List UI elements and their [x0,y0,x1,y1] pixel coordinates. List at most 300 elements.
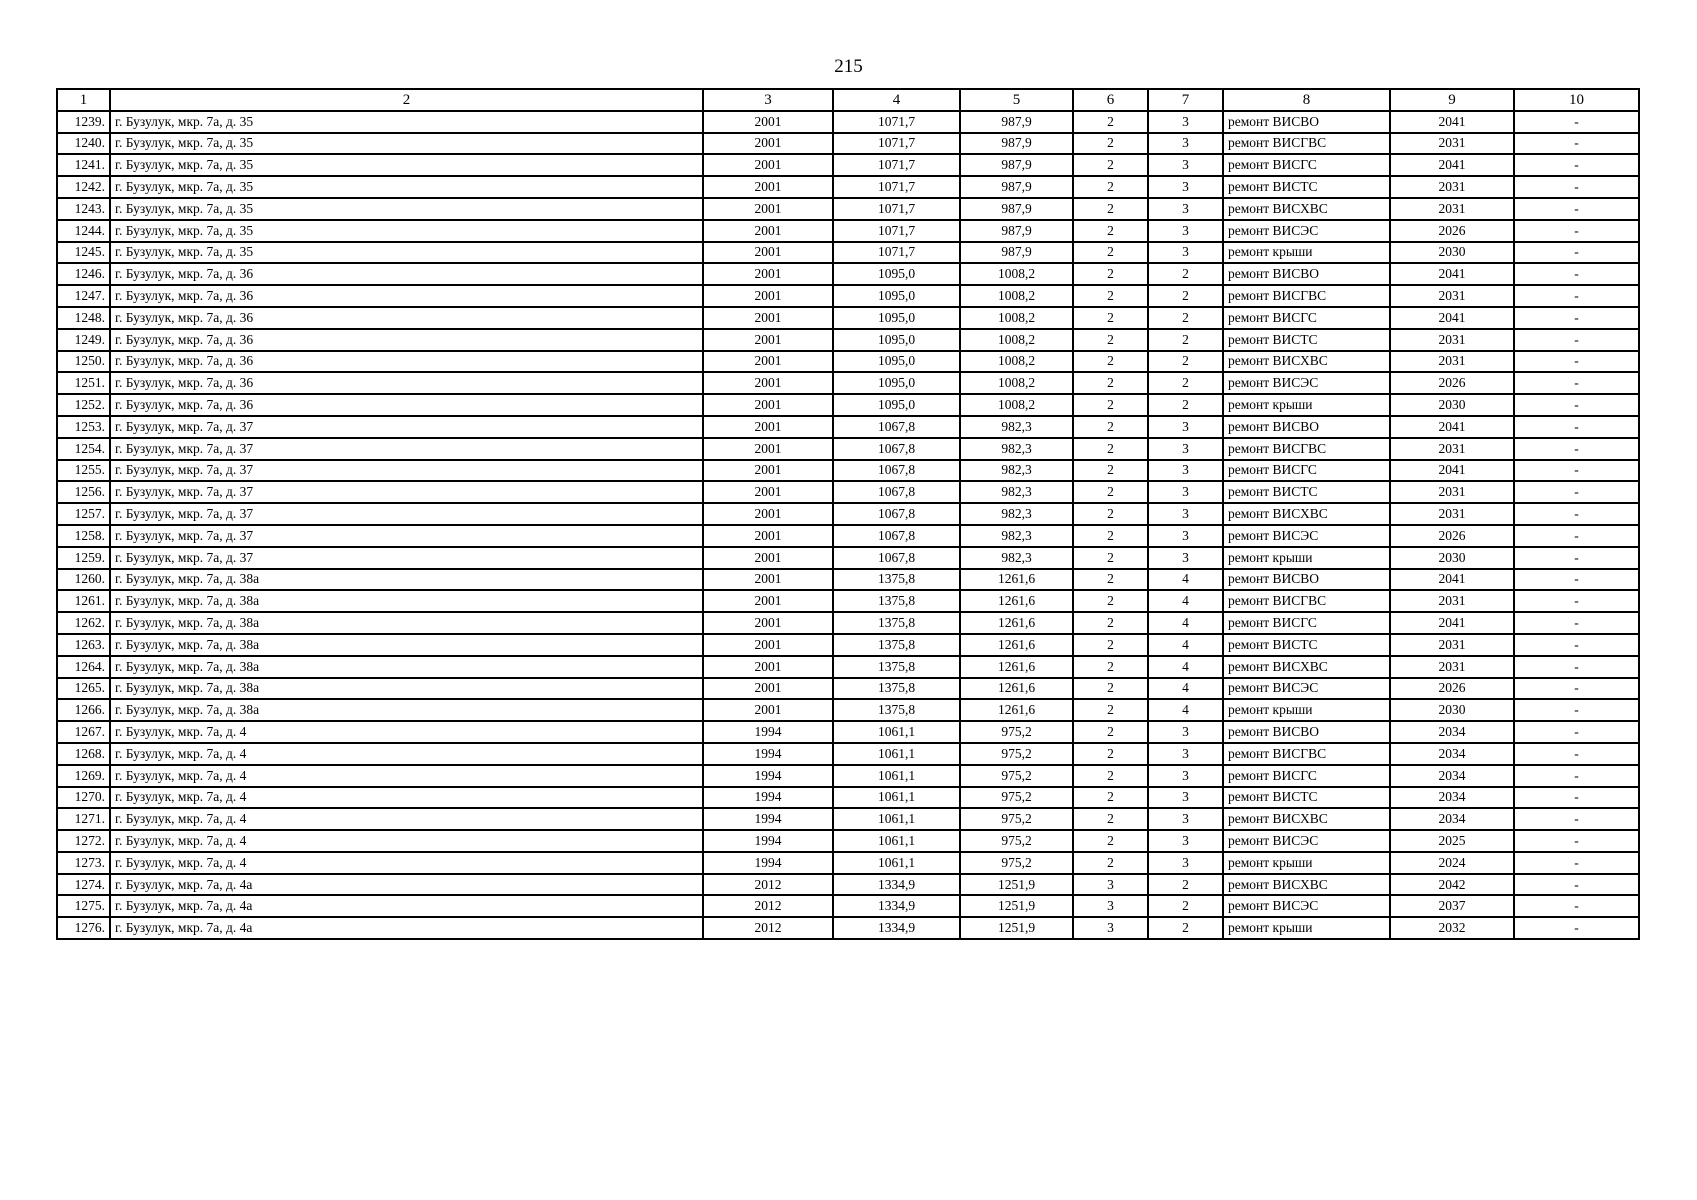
cell-year-built: 2001 [703,481,833,503]
cell-col-7-value: 2 [1148,351,1223,373]
cell-col-10-value: - [1514,634,1639,656]
cell-work-type: ремонт ВИСЭС [1223,830,1390,852]
cell-row-number: 1255. [57,460,110,482]
table-row [57,656,1639,678]
cell-col-10-value: - [1514,154,1639,176]
cell-col-7-value: 2 [1148,285,1223,307]
cell-planned-year: 2034 [1390,787,1514,809]
cell-year-built: 2001 [703,329,833,351]
table-row [57,242,1639,264]
cell-living-area: 987,9 [960,242,1073,264]
table-row [57,154,1639,176]
cell-row-number: 1275. [57,895,110,917]
cell-col-10-value: - [1514,525,1639,547]
table-row [57,111,1639,133]
cell-total-area: 1071,7 [833,242,960,264]
cell-address: г. Бузулук, мкр. 7а, д. 35 [110,111,703,133]
cell-year-built: 2001 [703,438,833,460]
cell-work-type: ремонт ВИСХВС [1223,503,1390,525]
cell-row-number: 1251. [57,372,110,394]
cell-total-area: 1061,1 [833,808,960,830]
cell-year-built: 2001 [703,220,833,242]
cell-col-10-value: - [1514,285,1639,307]
cell-col-7-value: 2 [1148,895,1223,917]
cell-work-type: ремонт ВИСТС [1223,481,1390,503]
cell-address: г. Бузулук, мкр. 7а, д. 4 [110,808,703,830]
cell-col-7-value: 4 [1148,699,1223,721]
cell-col-10-value: - [1514,503,1639,525]
cell-col-10-value: - [1514,656,1639,678]
cell-col-7-value: 2 [1148,917,1223,939]
cell-row-number: 1265. [57,678,110,700]
cell-living-area: 1261,6 [960,699,1073,721]
column-header-9: 9 [1390,89,1514,111]
cell-living-area: 987,9 [960,133,1073,155]
cell-total-area: 1061,1 [833,830,960,852]
cell-col-6-value: 2 [1073,656,1148,678]
cell-year-built: 2001 [703,699,833,721]
cell-address: г. Бузулук, мкр. 7а, д. 38а [110,656,703,678]
cell-year-built: 1994 [703,852,833,874]
cell-planned-year: 2032 [1390,917,1514,939]
column-header-5: 5 [960,89,1073,111]
cell-address: г. Бузулук, мкр. 7а, д. 35 [110,154,703,176]
cell-total-area: 1334,9 [833,917,960,939]
cell-address: г. Бузулук, мкр. 7а, д. 35 [110,220,703,242]
cell-col-10-value: - [1514,198,1639,220]
cell-living-area: 987,9 [960,154,1073,176]
cell-col-6-value: 2 [1073,198,1148,220]
cell-col-10-value: - [1514,372,1639,394]
cell-col-7-value: 3 [1148,765,1223,787]
cell-col-10-value: - [1514,721,1639,743]
cell-year-built: 2001 [703,198,833,220]
cell-year-built: 2012 [703,874,833,896]
table-row [57,220,1639,242]
cell-year-built: 1994 [703,765,833,787]
cell-year-built: 2001 [703,634,833,656]
cell-col-6-value: 2 [1073,285,1148,307]
cell-address: г. Бузулук, мкр. 7а, д. 4 [110,830,703,852]
cell-living-area: 1251,9 [960,895,1073,917]
cell-col-6-value: 2 [1073,743,1148,765]
cell-col-7-value: 3 [1148,154,1223,176]
cell-col-6-value: 2 [1073,634,1148,656]
cell-row-number: 1274. [57,874,110,896]
cell-year-built: 2001 [703,525,833,547]
cell-col-6-value: 2 [1073,242,1148,264]
cell-address: г. Бузулук, мкр. 7а, д. 37 [110,460,703,482]
cell-living-area: 982,3 [960,481,1073,503]
cell-col-10-value: - [1514,176,1639,198]
cell-work-type: ремонт ВИСТС [1223,329,1390,351]
cell-planned-year: 2041 [1390,416,1514,438]
column-header-4: 4 [833,89,960,111]
cell-year-built: 1994 [703,743,833,765]
cell-total-area: 1095,0 [833,307,960,329]
cell-total-area: 1067,8 [833,547,960,569]
cell-total-area: 1095,0 [833,263,960,285]
cell-col-10-value: - [1514,481,1639,503]
cell-address: г. Бузулук, мкр. 7а, д. 37 [110,438,703,460]
table-row [57,765,1639,787]
cell-work-type: ремонт ВИСВО [1223,263,1390,285]
cell-work-type: ремонт ВИСХВС [1223,198,1390,220]
cell-planned-year: 2026 [1390,525,1514,547]
cell-planned-year: 2031 [1390,133,1514,155]
cell-total-area: 1375,8 [833,699,960,721]
cell-col-6-value: 2 [1073,547,1148,569]
cell-address: г. Бузулук, мкр. 7а, д. 37 [110,416,703,438]
cell-work-type: ремонт ВИСХВС [1223,808,1390,830]
cell-total-area: 1071,7 [833,154,960,176]
cell-col-10-value: - [1514,612,1639,634]
cell-planned-year: 2030 [1390,699,1514,721]
cell-work-type: ремонт ВИСГС [1223,765,1390,787]
cell-living-area: 982,3 [960,416,1073,438]
cell-col-7-value: 2 [1148,874,1223,896]
cell-work-type: ремонт ВИСГВС [1223,285,1390,307]
cell-total-area: 1071,7 [833,198,960,220]
cell-row-number: 1261. [57,590,110,612]
cell-total-area: 1375,8 [833,590,960,612]
cell-planned-year: 2041 [1390,111,1514,133]
cell-col-10-value: - [1514,808,1639,830]
cell-work-type: ремонт крыши [1223,852,1390,874]
cell-work-type: ремонт ВИСЭС [1223,372,1390,394]
cell-year-built: 2001 [703,307,833,329]
cell-planned-year: 2041 [1390,460,1514,482]
cell-total-area: 1095,0 [833,329,960,351]
column-header-3: 3 [703,89,833,111]
cell-col-10-value: - [1514,765,1639,787]
cell-planned-year: 2026 [1390,220,1514,242]
cell-work-type: ремонт крыши [1223,394,1390,416]
cell-total-area: 1375,8 [833,678,960,700]
cell-total-area: 1067,8 [833,416,960,438]
cell-work-type: ремонт ВИСВО [1223,569,1390,591]
cell-col-7-value: 4 [1148,569,1223,591]
table-row [57,198,1639,220]
cell-total-area: 1375,8 [833,569,960,591]
cell-col-10-value: - [1514,438,1639,460]
cell-address: г. Бузулук, мкр. 7а, д. 38а [110,612,703,634]
repair-schedule-table [56,88,1640,940]
table-header [57,89,1639,111]
cell-row-number: 1250. [57,351,110,373]
cell-living-area: 1251,9 [960,874,1073,896]
cell-planned-year: 2030 [1390,394,1514,416]
column-header-2: 2 [110,89,703,111]
cell-col-7-value: 3 [1148,547,1223,569]
cell-total-area: 1071,7 [833,220,960,242]
cell-col-6-value: 2 [1073,394,1148,416]
table-row [57,394,1639,416]
cell-col-6-value: 2 [1073,699,1148,721]
table-row [57,176,1639,198]
cell-col-10-value: - [1514,307,1639,329]
cell-col-6-value: 2 [1073,154,1148,176]
cell-col-10-value: - [1514,830,1639,852]
table-row [57,133,1639,155]
cell-year-built: 2001 [703,285,833,307]
cell-col-10-value: - [1514,743,1639,765]
cell-living-area: 1261,6 [960,678,1073,700]
cell-address: г. Бузулук, мкр. 7а, д. 4 [110,721,703,743]
cell-col-10-value: - [1514,787,1639,809]
cell-col-10-value: - [1514,133,1639,155]
cell-row-number: 1272. [57,830,110,852]
cell-col-7-value: 3 [1148,133,1223,155]
cell-address: г. Бузулук, мкр. 7а, д. 38а [110,634,703,656]
cell-year-built: 2001 [703,133,833,155]
cell-work-type: ремонт ВИСТС [1223,634,1390,656]
cell-work-type: ремонт ВИСГС [1223,612,1390,634]
table-row [57,307,1639,329]
cell-planned-year: 2042 [1390,874,1514,896]
cell-planned-year: 2031 [1390,481,1514,503]
cell-planned-year: 2026 [1390,372,1514,394]
cell-row-number: 1276. [57,917,110,939]
cell-col-6-value: 2 [1073,111,1148,133]
cell-col-10-value: - [1514,547,1639,569]
cell-col-10-value: - [1514,874,1639,896]
cell-col-7-value: 3 [1148,808,1223,830]
cell-row-number: 1242. [57,176,110,198]
table-row [57,525,1639,547]
cell-row-number: 1257. [57,503,110,525]
cell-col-7-value: 3 [1148,176,1223,198]
cell-col-6-value: 2 [1073,438,1148,460]
cell-row-number: 1241. [57,154,110,176]
cell-work-type: ремонт крыши [1223,547,1390,569]
cell-total-area: 1061,1 [833,787,960,809]
cell-row-number: 1244. [57,220,110,242]
column-header-7: 7 [1148,89,1223,111]
cell-address: г. Бузулук, мкр. 7а, д. 36 [110,263,703,285]
cell-address: г. Бузулук, мкр. 7а, д. 35 [110,242,703,264]
cell-planned-year: 2034 [1390,743,1514,765]
cell-address: г. Бузулук, мкр. 7а, д. 36 [110,329,703,351]
table-row [57,285,1639,307]
cell-col-7-value: 4 [1148,656,1223,678]
cell-work-type: ремонт ВИСГС [1223,460,1390,482]
cell-planned-year: 2030 [1390,242,1514,264]
cell-work-type: ремонт ВИСГВС [1223,743,1390,765]
cell-year-built: 2012 [703,917,833,939]
cell-planned-year: 2031 [1390,198,1514,220]
cell-work-type: ремонт ВИСВО [1223,111,1390,133]
cell-total-area: 1095,0 [833,351,960,373]
cell-col-6-value: 2 [1073,481,1148,503]
cell-work-type: ремонт ВИСГС [1223,154,1390,176]
cell-row-number: 1239. [57,111,110,133]
cell-year-built: 2001 [703,678,833,700]
cell-total-area: 1375,8 [833,612,960,634]
cell-col-10-value: - [1514,852,1639,874]
cell-row-number: 1266. [57,699,110,721]
cell-col-6-value: 2 [1073,569,1148,591]
cell-total-area: 1375,8 [833,634,960,656]
cell-year-built: 2001 [703,242,833,264]
cell-address: г. Бузулук, мкр. 7а, д. 38а [110,699,703,721]
cell-living-area: 1261,6 [960,569,1073,591]
table-row [57,438,1639,460]
table-row [57,874,1639,896]
cell-planned-year: 2041 [1390,569,1514,591]
table-row [57,743,1639,765]
cell-living-area: 987,9 [960,198,1073,220]
cell-living-area: 975,2 [960,830,1073,852]
table-row [57,547,1639,569]
cell-living-area: 1008,2 [960,285,1073,307]
cell-planned-year: 2031 [1390,438,1514,460]
cell-row-number: 1258. [57,525,110,547]
cell-col-10-value: - [1514,460,1639,482]
cell-row-number: 1259. [57,547,110,569]
cell-living-area: 975,2 [960,808,1073,830]
cell-total-area: 1095,0 [833,372,960,394]
cell-col-7-value: 3 [1148,460,1223,482]
cell-col-7-value: 2 [1148,307,1223,329]
table-row [57,634,1639,656]
cell-total-area: 1334,9 [833,874,960,896]
cell-living-area: 1008,2 [960,263,1073,285]
cell-work-type: ремонт крыши [1223,242,1390,264]
table-row [57,416,1639,438]
cell-planned-year: 2041 [1390,154,1514,176]
cell-year-built: 1994 [703,787,833,809]
cell-row-number: 1267. [57,721,110,743]
cell-planned-year: 2031 [1390,656,1514,678]
cell-total-area: 1095,0 [833,285,960,307]
cell-planned-year: 2034 [1390,808,1514,830]
cell-planned-year: 2031 [1390,329,1514,351]
cell-address: г. Бузулук, мкр. 7а, д. 36 [110,285,703,307]
cell-row-number: 1263. [57,634,110,656]
cell-col-6-value: 2 [1073,590,1148,612]
cell-col-7-value: 3 [1148,525,1223,547]
cell-total-area: 1071,7 [833,176,960,198]
cell-living-area: 1008,2 [960,394,1073,416]
cell-planned-year: 2034 [1390,765,1514,787]
cell-col-7-value: 4 [1148,590,1223,612]
cell-work-type: ремонт ВИСТС [1223,176,1390,198]
cell-planned-year: 2031 [1390,503,1514,525]
cell-address: г. Бузулук, мкр. 7а, д. 4 [110,787,703,809]
cell-living-area: 975,2 [960,743,1073,765]
cell-col-6-value: 2 [1073,787,1148,809]
table-row [57,569,1639,591]
cell-col-7-value: 4 [1148,612,1223,634]
cell-col-6-value: 2 [1073,721,1148,743]
cell-address: г. Бузулук, мкр. 7а, д. 35 [110,133,703,155]
cell-living-area: 1261,6 [960,590,1073,612]
table-row [57,787,1639,809]
cell-col-6-value: 2 [1073,830,1148,852]
table-row [57,263,1639,285]
cell-year-built: 2001 [703,154,833,176]
cell-col-6-value: 2 [1073,765,1148,787]
cell-col-10-value: - [1514,917,1639,939]
cell-address: г. Бузулук, мкр. 7а, д. 37 [110,503,703,525]
cell-address: г. Бузулук, мкр. 7а, д. 4а [110,917,703,939]
cell-address: г. Бузулук, мкр. 7а, д. 35 [110,176,703,198]
cell-living-area: 987,9 [960,176,1073,198]
cell-living-area: 975,2 [960,787,1073,809]
cell-total-area: 1067,8 [833,460,960,482]
cell-year-built: 1994 [703,808,833,830]
cell-row-number: 1249. [57,329,110,351]
cell-col-6-value: 2 [1073,525,1148,547]
cell-col-7-value: 3 [1148,830,1223,852]
cell-col-10-value: - [1514,220,1639,242]
cell-living-area: 982,3 [960,547,1073,569]
cell-total-area: 1061,1 [833,721,960,743]
cell-year-built: 2001 [703,503,833,525]
cell-work-type: ремонт ВИСТС [1223,787,1390,809]
cell-col-10-value: - [1514,590,1639,612]
cell-col-10-value: - [1514,895,1639,917]
cell-row-number: 1264. [57,656,110,678]
cell-total-area: 1334,9 [833,895,960,917]
cell-row-number: 1270. [57,787,110,809]
cell-year-built: 2001 [703,416,833,438]
cell-col-7-value: 3 [1148,721,1223,743]
cell-address: г. Бузулук, мкр. 7а, д. 38а [110,569,703,591]
table-row [57,481,1639,503]
cell-col-6-value: 3 [1073,874,1148,896]
cell-row-number: 1254. [57,438,110,460]
cell-row-number: 1243. [57,198,110,220]
cell-address: г. Бузулук, мкр. 7а, д. 37 [110,525,703,547]
cell-col-10-value: - [1514,351,1639,373]
cell-work-type: ремонт ВИСВО [1223,721,1390,743]
cell-work-type: ремонт ВИСГВС [1223,590,1390,612]
cell-work-type: ремонт ВИСЭС [1223,895,1390,917]
cell-planned-year: 2037 [1390,895,1514,917]
table-row [57,329,1639,351]
cell-year-built: 2001 [703,111,833,133]
cell-work-type: ремонт ВИСВО [1223,416,1390,438]
cell-col-6-value: 2 [1073,133,1148,155]
cell-planned-year: 2031 [1390,351,1514,373]
cell-planned-year: 2024 [1390,852,1514,874]
cell-col-7-value: 2 [1148,372,1223,394]
cell-year-built: 2001 [703,176,833,198]
cell-year-built: 2012 [703,895,833,917]
cell-address: г. Бузулук, мкр. 7а, д. 35 [110,198,703,220]
cell-total-area: 1061,1 [833,743,960,765]
cell-year-built: 2001 [703,612,833,634]
cell-address: г. Бузулук, мкр. 7а, д. 37 [110,547,703,569]
cell-address: г. Бузулук, мкр. 7а, д. 4а [110,895,703,917]
cell-living-area: 1261,6 [960,634,1073,656]
cell-work-type: ремонт ВИСХВС [1223,656,1390,678]
cell-col-7-value: 3 [1148,481,1223,503]
cell-living-area: 987,9 [960,220,1073,242]
cell-col-7-value: 2 [1148,394,1223,416]
cell-living-area: 975,2 [960,721,1073,743]
cell-col-7-value: 3 [1148,198,1223,220]
table-row [57,830,1639,852]
cell-col-7-value: 4 [1148,634,1223,656]
cell-col-7-value: 3 [1148,852,1223,874]
cell-row-number: 1240. [57,133,110,155]
cell-planned-year: 2031 [1390,634,1514,656]
cell-total-area: 1067,8 [833,525,960,547]
cell-work-type: ремонт ВИСХВС [1223,351,1390,373]
